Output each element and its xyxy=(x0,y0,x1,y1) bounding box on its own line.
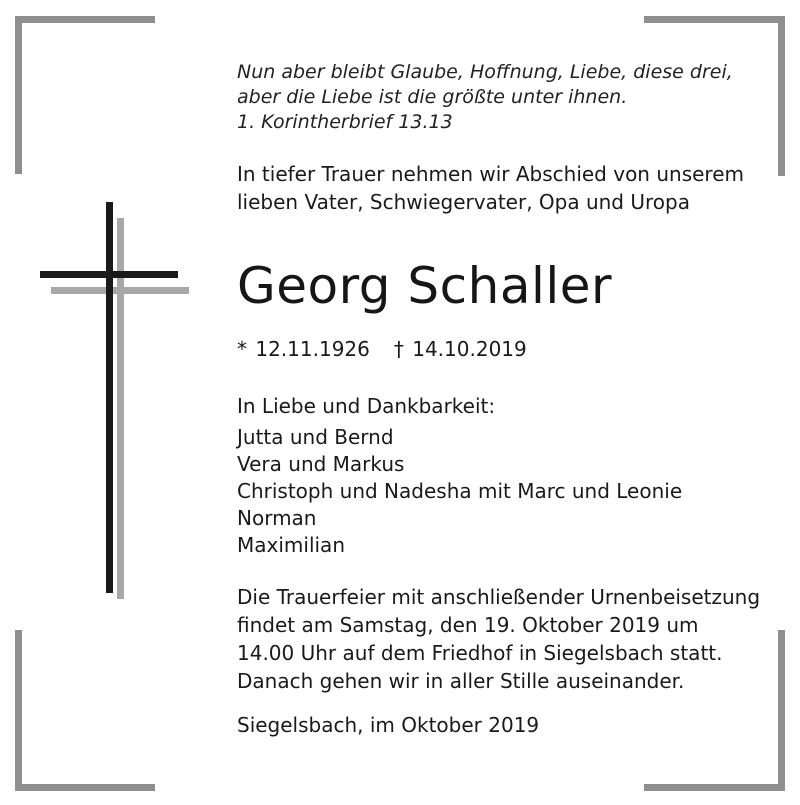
deceased-name: Georg Schaller xyxy=(237,257,613,315)
intro-text xyxy=(237,160,744,216)
ceremony-line-3: 14.00 Uhr auf dem Friedhof in Siegelsbach statt. xyxy=(237,641,723,665)
frame-corner-bottom-left-vertical xyxy=(15,630,22,791)
frame-corner-top-right-horizontal xyxy=(644,16,785,23)
mourner-entry: Norman xyxy=(237,506,317,530)
mourners-list xyxy=(237,424,682,559)
death-date: † 14.10.2019 xyxy=(393,337,527,361)
quote-line-1: Nun aber bleibt Glaube, Hoffnung, Liebe, diese drei, xyxy=(237,61,733,83)
place-and-date: Siegelsbach, im Oktober 2019 xyxy=(237,713,540,737)
mourner-entry: Jutta und Bernd xyxy=(237,425,394,449)
frame-corner-bottom-left-horizontal xyxy=(15,784,155,791)
mourner-entry: Vera und Markus xyxy=(237,452,405,476)
ceremony-line-4: Danach gehen wir in aller Stille auseinander. xyxy=(237,669,685,693)
frame-corner-top-left-vertical xyxy=(15,16,22,174)
mourner-entry: Christoph und Nadesha mit Marc und Leonie xyxy=(237,479,683,503)
intro-line-1: In tiefer Trauer nehmen wir Abschied von unserem xyxy=(237,162,744,186)
cross-shadow-vertical xyxy=(117,218,124,599)
ceremony-line-1: Die Trauerfeier mit anschließender Urnenbeisetzung xyxy=(237,585,761,609)
life-dates xyxy=(237,335,527,363)
cross-main-horizontal xyxy=(40,271,178,278)
mourners-heading: In Liebe und Dankbarkeit: xyxy=(237,394,496,418)
cross-shadow-horizontal xyxy=(51,287,189,294)
frame-corner-top-left-horizontal xyxy=(15,16,155,23)
birth-date: * 12.11.1926 xyxy=(237,337,370,361)
bible-quote xyxy=(237,60,733,135)
quote-source: 1. Korintherbrief 13.13 xyxy=(237,111,453,133)
mourner-entry: Maximilian xyxy=(237,533,345,557)
cross-main-vertical xyxy=(106,202,113,593)
ceremony-line-2: findet am Samstag, den 19. Oktober 2019 um xyxy=(237,613,699,637)
frame-corner-bottom-right-vertical xyxy=(778,630,785,791)
quote-line-2: aber die Liebe ist die größte unter ihnen. xyxy=(237,86,628,108)
intro-line-2: lieben Vater, Schwiegervater, Opa und Uropa xyxy=(237,190,690,214)
frame-corner-bottom-right-horizontal xyxy=(644,784,785,791)
ceremony-info xyxy=(237,583,760,695)
frame-corner-top-right-vertical xyxy=(778,16,785,176)
